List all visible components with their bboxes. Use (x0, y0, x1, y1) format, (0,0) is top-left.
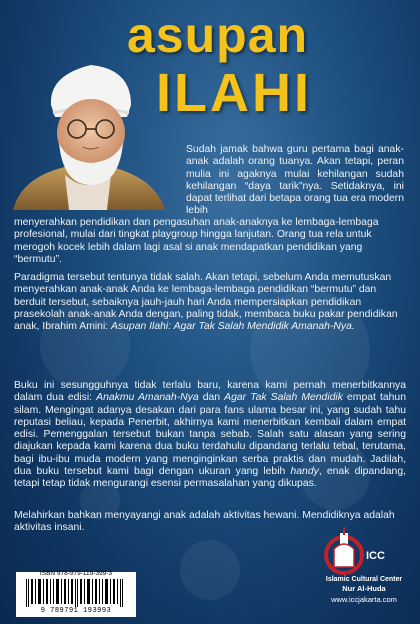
paragraph-3-italic-d: Agar Tak Salah Mendidik (224, 392, 343, 404)
paragraph-1-wrap-text: Sudah jamak bahwa guru pertama bagi anak-anak adalah orang tuanya. Akan tetapi, peran mulia ini agaknya mulai kehilangan sudah kehilangan “daya tarik”nya. Setidaknya, ini dapat terlihat dari betapa orang tua era modern lebih (186, 144, 404, 217)
title-line-1: asupan (127, 7, 309, 63)
paragraph-4-text: Melahirkan bahkan menyayangi anak adalah aktivitas hewani. Mendidiknya adalah aktivitas insani. (14, 510, 395, 534)
paragraph-3-italic-b: Anakmu Amanah-Nya (96, 392, 199, 404)
author-portrait (3, 35, 173, 210)
paragraph-3-text-g: , enak dipandang, tetapi tetap tidak mengurangi esensi permasalahan yang dikupas. (14, 466, 407, 490)
paragraph-2 (14, 272, 406, 333)
decorative-bubble (180, 540, 240, 600)
icc-logo-text: ICC (366, 550, 385, 562)
paragraph-2-text: Paradigma tersebut tentunya tidak salah. Akan tetapi, sebelum Anda memutuskan menyerahkan anak-anak Anda ke lembaga-lembaga pendidikan “bermutu” dan berduit tersebut, sebaiknya jauh-jauh hari Anda mempersiapkan pendidikan prasekolah anak-anak Anda dengan, paling tidak, membaca buku pakar pendidikan anak, Ibrahim Amini: (14, 272, 398, 333)
paragraph-3-italic-f: handy (290, 466, 319, 478)
publisher-subname: Nur Al-Huda (342, 584, 386, 593)
publisher-url: www.iccjakarta.com (331, 595, 397, 604)
icc-logo-icon (314, 525, 414, 577)
paragraph-1-wrap (186, 144, 404, 218)
title-line-2: ILAHI (156, 63, 312, 123)
publisher-logo (314, 525, 414, 620)
paragraph-3-text-e: empat tahun silam. Mengingat adanya desakan dari para fans ulama besar ini, yang sudah tahu reputasi beliau, kepada Penerbit, akhirnya kami menerbitkan kembali dalam empat edisi. Pemenggalan tersebut bukan tanpa sebab. Salah satu alasan yang sering diajukan kepada kami karena dua buku terdahulu dipandang terlalu tebal, terutama, bagi ibu-ibu muda modern yang menginginkan serba praktis dan mudah. Jadilah, dua buku tersebut kami bagi dengan ukuran yang lebih (14, 392, 406, 478)
barcode-number: 9 789791 193993 (40, 607, 112, 615)
paragraph-3 (14, 380, 406, 491)
publisher-name: Islamic Cultural Center (325, 576, 403, 583)
isbn-label: ISBN 978-979-119-399-3 (39, 570, 113, 577)
paragraph-1-rest (14, 217, 406, 266)
barcode (16, 572, 136, 617)
paragraph-3-text-a: Buku ini sesungguhnya tidak terlalu baru, karena kami pernah menerbitkannya dalam dua edisi: (14, 380, 406, 404)
book-title-italic: Asupan Ilahi: Agar Tak Salah Mendidik Amanah-Nya. (111, 321, 355, 333)
paragraph-3-text-c: dan (202, 392, 221, 404)
paragraph-1-rest-text: menyerahkan pendidikan dan pengasuhan anak-anaknya ke lembaga-lembaga profesional, mulai dari tingkat playgroup hingga lanjutan. Orang tua rela untuk merogoh kocek lebih dalam lagi asal si anak mendapatkan pendidikan yang “bermutu”. (14, 217, 379, 265)
